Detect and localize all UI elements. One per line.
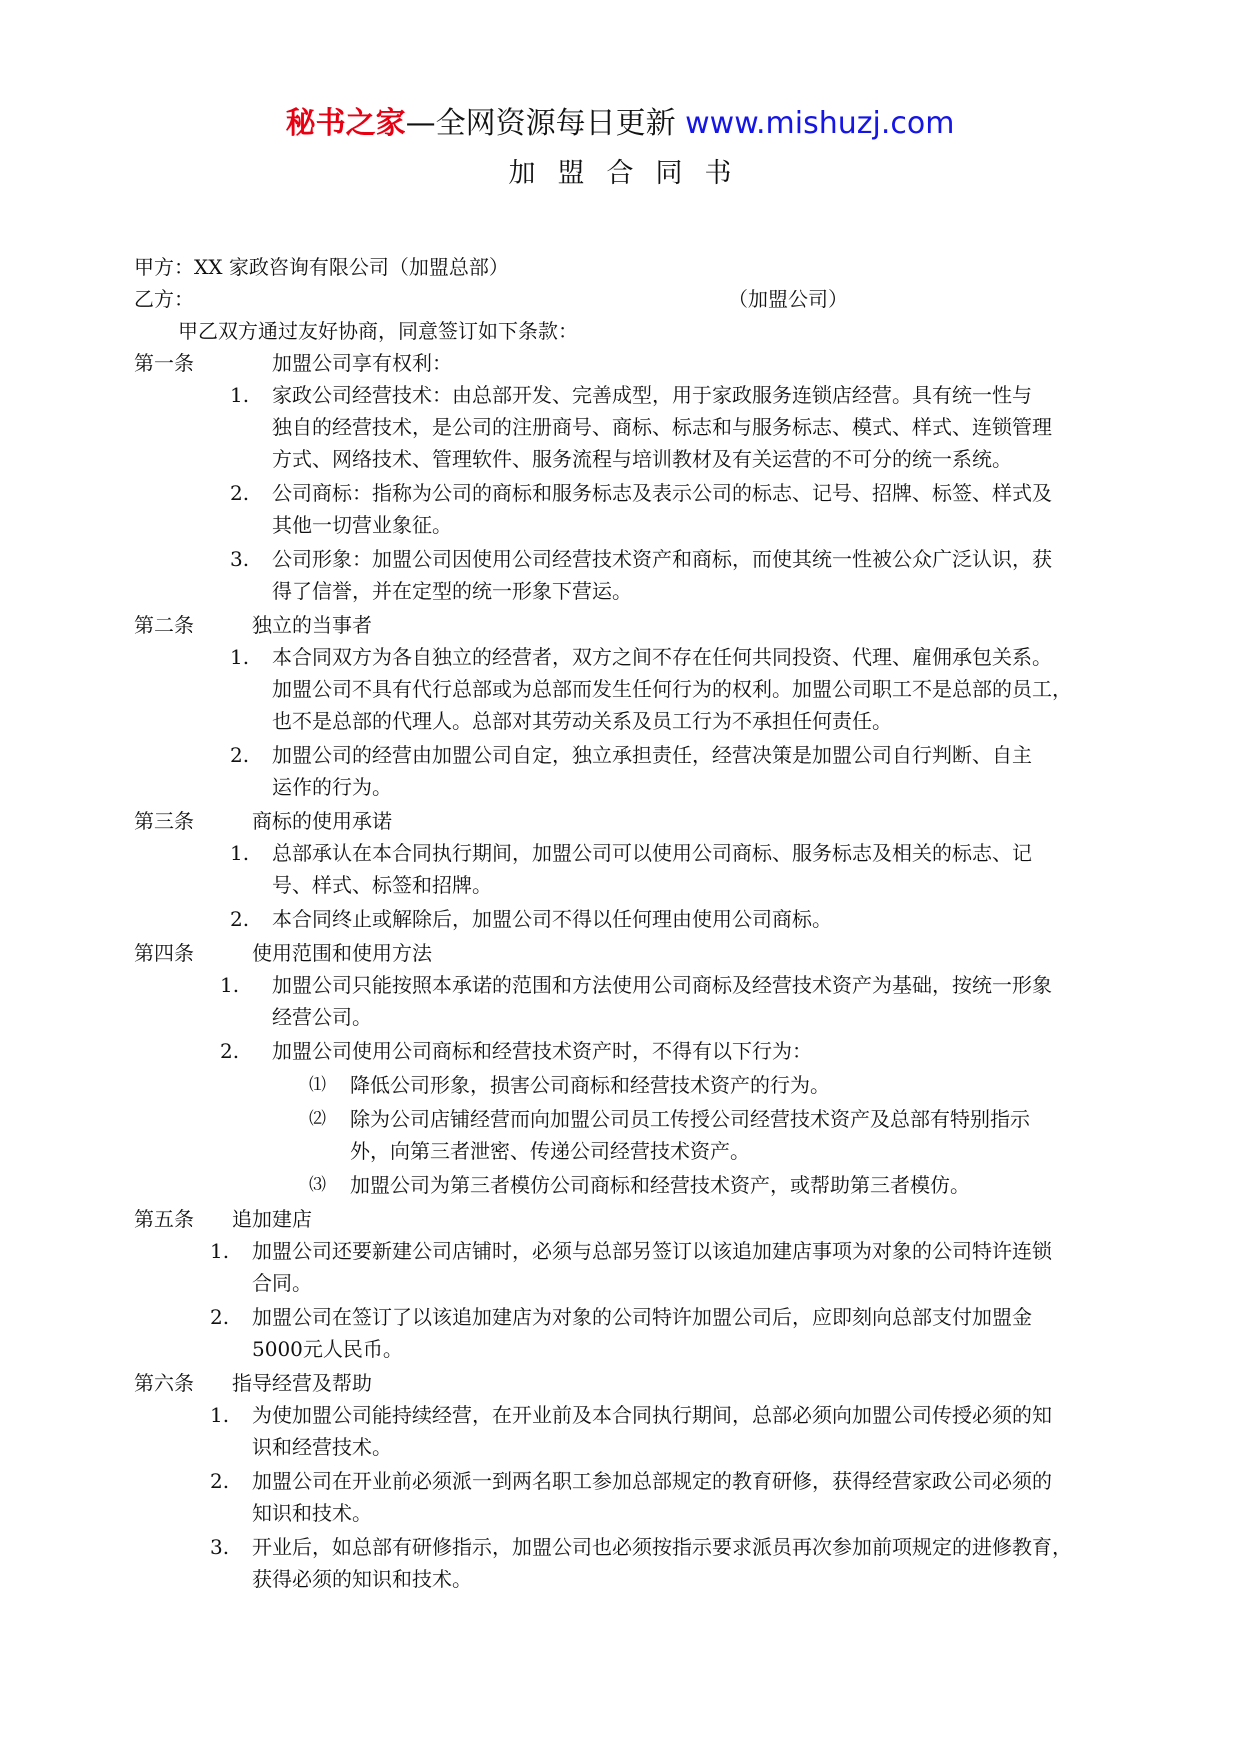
- site-slogan: —全网资源每日更新: [405, 106, 676, 141]
- clause-item: [134, 1235, 1144, 1299]
- clause-line: 加盟公司还要新建公司店铺时，必须与总部另签订以该追加建店事项为对象的公司特许连锁: [252, 1239, 1052, 1263]
- clause-text: [272, 477, 1144, 541]
- clause-number: 2.: [230, 481, 250, 505]
- clause-number: 2.: [230, 907, 250, 931]
- clause-text: [272, 1035, 1144, 1067]
- article-label: 第三条: [134, 809, 194, 833]
- clause-number: 2.: [230, 743, 250, 767]
- clause-line: 知识和技术。: [252, 1501, 372, 1525]
- sub-clause-text: [350, 1069, 1144, 1101]
- clause-item: [134, 641, 1144, 737]
- clause-item: [134, 1531, 1144, 1595]
- clause-item: [134, 837, 1144, 901]
- clause-number: 1.: [230, 383, 250, 407]
- clause-text: [272, 739, 1144, 803]
- clause-text: [272, 837, 1144, 901]
- clause-item: [134, 477, 1144, 541]
- clause-line: 经营公司。: [272, 1005, 372, 1029]
- clause-item: [134, 969, 1144, 1033]
- clause-text: [272, 379, 1144, 475]
- article: [134, 347, 1144, 609]
- clause-text: [252, 1465, 1144, 1529]
- article-label: 第一条: [134, 351, 194, 375]
- clause-line: 5000元人民币。: [252, 1337, 403, 1361]
- intro-line: 甲乙双方通过友好协商，同意签订如下条款：: [178, 319, 578, 343]
- article-heading: 追加建店: [232, 1207, 312, 1231]
- clause-item: [134, 1399, 1144, 1463]
- article-heading-row: [134, 1367, 1144, 1399]
- clause-line: 加盟公司在签订了以该追加建店为对象的公司特许加盟公司后，应即刻向总部支付加盟金: [252, 1305, 1032, 1329]
- clause-item: [134, 543, 1144, 607]
- clause-number: 3.: [230, 547, 250, 571]
- clause-line: 识和经营技术。: [252, 1435, 392, 1459]
- sub-clause-number: ⑶: [309, 1175, 326, 1195]
- clause-item: [134, 1465, 1144, 1529]
- sub-clause-text: [350, 1169, 1144, 1201]
- party-b-suffix: （加盟公司）: [728, 287, 848, 311]
- clause-text: [252, 1399, 1144, 1463]
- article-heading-row: [134, 805, 1144, 837]
- clause-line: 得了信誉，并在定型的统一形象下营运。: [272, 579, 632, 603]
- clause-number: 2.: [220, 1039, 240, 1063]
- article-heading: 加盟公司享有权利：: [272, 351, 452, 375]
- clause-line: 总部承认在本合同执行期间，加盟公司可以使用公司商标、服务标志及相关的标志、记: [272, 841, 1032, 865]
- clause-line: 也不是总部的代理人。总部对其劳动关系及员工行为不承担任何责任。: [272, 709, 892, 733]
- site-url-link[interactable]: www.mishuzj.com: [685, 106, 955, 141]
- clause-number: 1.: [220, 973, 240, 997]
- clause-text: [272, 969, 1144, 1033]
- party-a-line: 甲方：XX 家政咨询有限公司（加盟总部）: [134, 255, 509, 279]
- article-label: 第六条: [134, 1371, 194, 1395]
- article-heading-row: [134, 347, 1144, 379]
- party-b-line: [134, 283, 1144, 315]
- clause-line: 本合同双方为各自独立的经营者，双方之间不存在任何共同投资、代理、雇佣承包关系。: [272, 645, 1052, 669]
- article-label: 第二条: [134, 613, 194, 637]
- clause-line: 加盟公司在开业前必须派一到两名职工参加总部规定的教育研修，获得经营家政公司必须的: [252, 1469, 1052, 1493]
- clause-item: [134, 1035, 1144, 1067]
- clause-item: [134, 903, 1144, 935]
- clause-text: [252, 1235, 1144, 1299]
- article-heading: 独立的当事者: [252, 613, 372, 637]
- sub-clause-number: ⑵: [309, 1109, 326, 1129]
- clause-line: 号、样式、标签和招牌。: [272, 873, 492, 897]
- sub-clause-line: 降低公司形象，损害公司商标和经营技术资产的行为。: [350, 1073, 830, 1097]
- clause-text: [252, 1531, 1144, 1595]
- clause-item: [134, 1301, 1144, 1365]
- clause-line: 方式、网络技术、管理软件、服务流程与培训教材及有关运营的不可分的统一系统。: [272, 447, 1012, 471]
- clause-item: [134, 379, 1144, 475]
- clause-line: 开业后，如总部有研修指示，加盟公司也必须按指示要求派员再次参加前项规定的进修教育，: [252, 1535, 1072, 1559]
- clause-number: 1.: [210, 1403, 230, 1427]
- article: [134, 609, 1144, 805]
- contract-body: [134, 251, 1144, 1597]
- article-label: 第四条: [134, 941, 194, 965]
- sub-clause-number: ⑴: [309, 1075, 326, 1095]
- clause-line: 合同。: [252, 1271, 312, 1295]
- article: [134, 1367, 1144, 1597]
- site-header: [0, 104, 1240, 144]
- clause-line: 为使加盟公司能持续经营，在开业前及本合同执行期间，总部必须向加盟公司传授必须的知: [252, 1403, 1052, 1427]
- clause-text: [272, 543, 1144, 607]
- article: [134, 1203, 1144, 1367]
- sub-clause-item: [134, 1169, 1144, 1201]
- clause-line: 加盟公司的经营由加盟公司自定，独立承担责任，经营决策是加盟公司自行判断、自主: [272, 743, 1032, 767]
- clause-line: 独自的经营技术，是公司的注册商号、商标、标志和与服务标志、模式、样式、连锁管理: [272, 415, 1052, 439]
- articles-container: [134, 347, 1144, 1597]
- clause-item: [134, 739, 1144, 803]
- clause-text: [272, 903, 1144, 935]
- clause-line: 公司商标：指称为公司的商标和服务标志及表示公司的标志、记号、招牌、标签、样式及: [272, 481, 1052, 505]
- article-heading-row: [134, 609, 1144, 641]
- clause-number: 2.: [210, 1305, 230, 1329]
- article: [134, 937, 1144, 1203]
- clause-text: [272, 641, 1144, 737]
- clause-line: 家政公司经营技术：由总部开发、完善成型，用于家政服务连锁店经营。具有统一性与: [272, 383, 1032, 407]
- clause-number: 1.: [230, 645, 250, 669]
- clause-line: 加盟公司只能按照本承诺的范围和方法使用公司商标及经营技术资产为基础，按统一形象: [272, 973, 1052, 997]
- clause-line: 加盟公司不具有代行总部或为总部而发生任何行为的权利。加盟公司职工不是总部的员工，: [272, 677, 1072, 701]
- article-heading: 商标的使用承诺: [252, 809, 392, 833]
- sub-clause-line: 除为公司店铺经营而向加盟公司员工传授公司经营技术资产及总部有特别指示: [350, 1107, 1030, 1131]
- clause-number: 3.: [210, 1535, 230, 1559]
- clause-number: 2.: [210, 1469, 230, 1493]
- article-heading: 指导经营及帮助: [232, 1371, 372, 1395]
- party-b-label: 乙方：: [134, 287, 194, 311]
- clause-line: 其他一切营业象征。: [272, 513, 452, 537]
- clause-number: 1.: [230, 841, 250, 865]
- clause-line: 本合同终止或解除后，加盟公司不得以任何理由使用公司商标。: [272, 907, 832, 931]
- sub-clause-line: 加盟公司为第三者模仿公司商标和经营技术资产，或帮助第三者模仿。: [350, 1173, 970, 1197]
- clause-line: 公司形象：加盟公司因使用公司经营技术资产和商标，而使其统一性被公众广泛认识，获: [272, 547, 1052, 571]
- article-heading: 使用范围和使用方法: [252, 941, 432, 965]
- clause-line: 获得必须的知识和技术。: [252, 1567, 472, 1591]
- sub-clause-line: 外，向第三者泄密、传递公司经营技术资产。: [350, 1139, 750, 1163]
- clause-number: 1.: [210, 1239, 230, 1263]
- document-title: 加盟合同书: [508, 158, 754, 189]
- sub-clause-text: [350, 1103, 1144, 1167]
- article-heading-row: [134, 1203, 1144, 1235]
- clause-line: 运作的行为。: [272, 775, 392, 799]
- article: [134, 805, 1144, 937]
- article-heading-row: [134, 937, 1144, 969]
- clause-line: 加盟公司使用公司商标和经营技术资产时，不得有以下行为：: [272, 1039, 812, 1063]
- article-label: 第五条: [134, 1207, 194, 1231]
- clause-text: [252, 1301, 1144, 1365]
- sub-clause-item: [134, 1103, 1144, 1167]
- site-brand: 秘书之家: [285, 106, 406, 141]
- sub-clause-item: [134, 1069, 1144, 1101]
